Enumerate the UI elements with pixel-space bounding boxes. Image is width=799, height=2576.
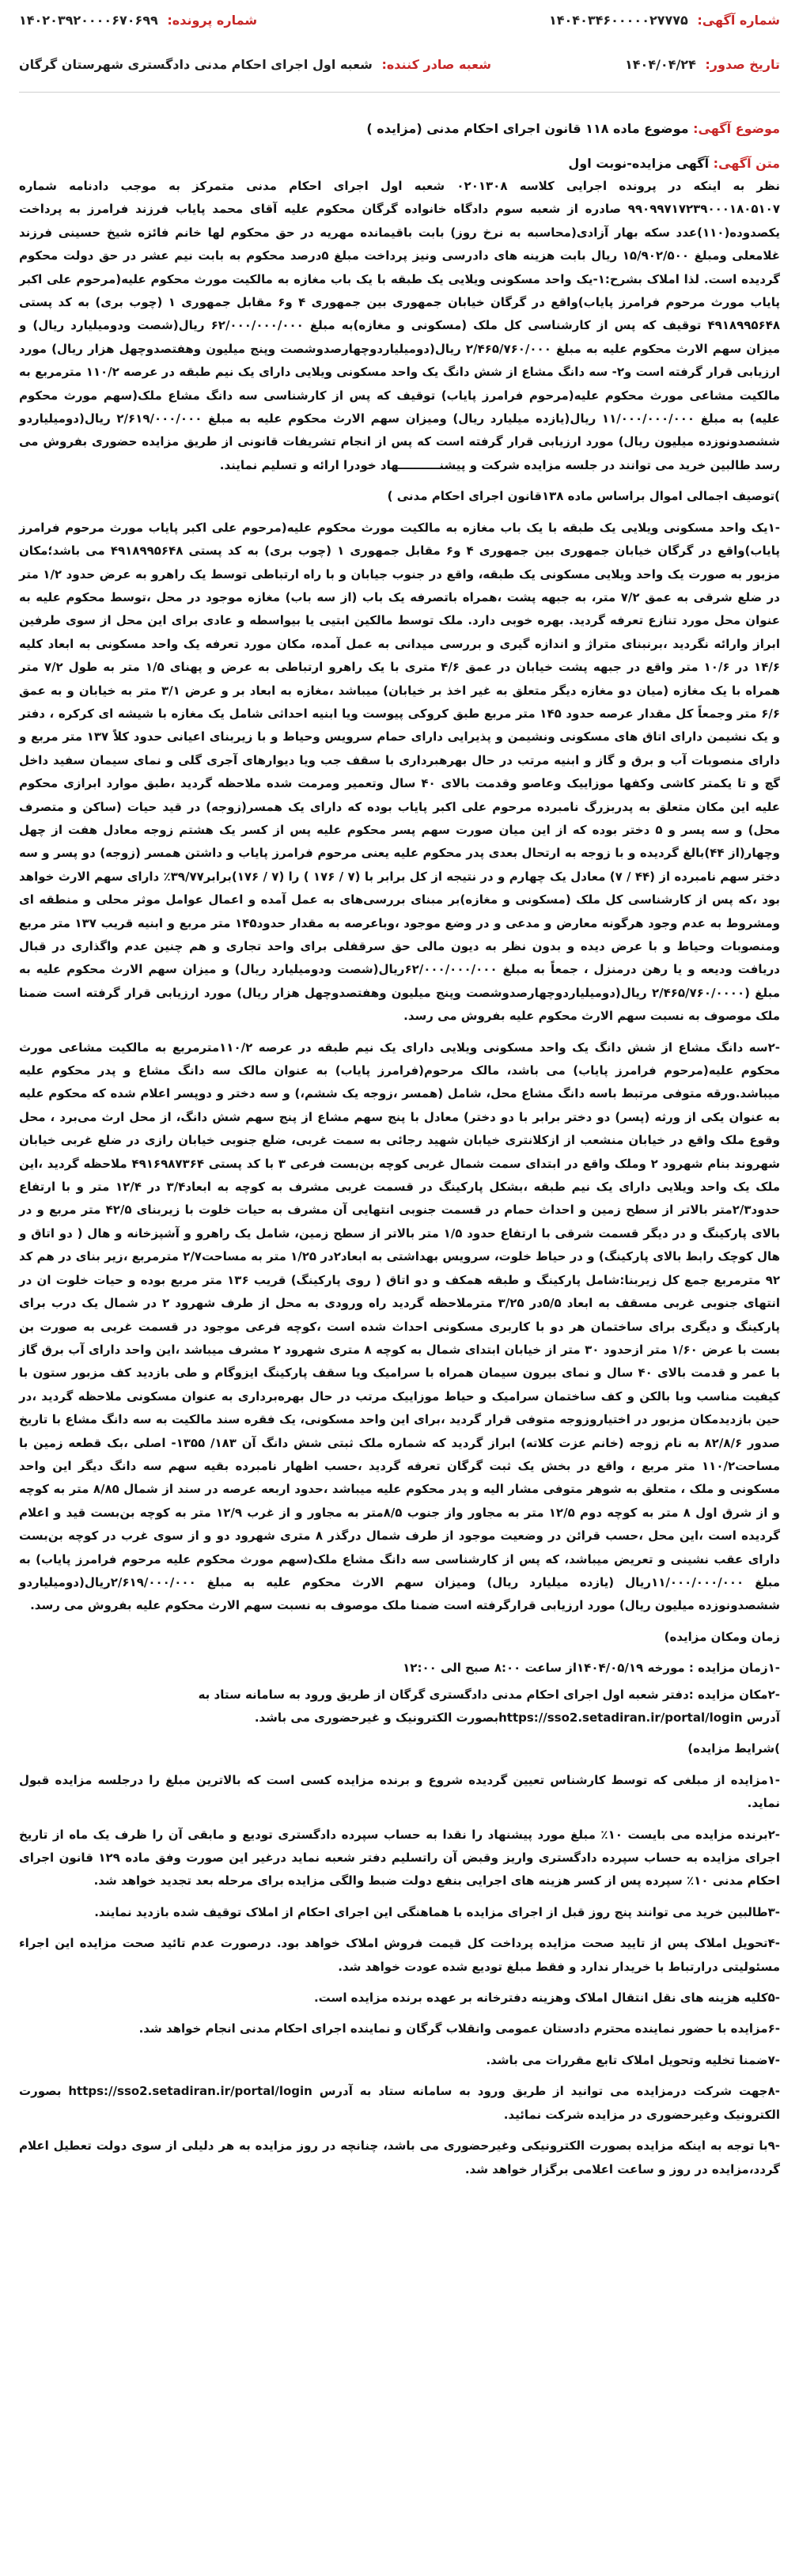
notice-subject [19, 118, 780, 140]
issuer-value: شعبه اول اجرای احکام مدنی دادگستری شهرستان گرگان [19, 57, 373, 72]
case-number-value: ۱۴۰۲۰۳۹۲۰۰۰۰۶۷۰۶۹۹ [19, 13, 158, 28]
case-number-label: شماره پرونده: [167, 13, 258, 28]
text-label: متن آگهی: [713, 156, 780, 171]
text-title: آگهی مزایده-نوبت اول [568, 156, 710, 171]
condition-1: -۱مزایده از مبلغی که توسط کارشناس تعیین گردیده شروع و برنده مزایده کسی است که بالاترین مبلغ را درجلسه مزایده قبول نماید. [19, 1772, 780, 1811]
condition-8 [19, 2080, 780, 2127]
ad-number-value: ۱۴۰۴۰۳۴۶۰۰۰۰۰۲۷۷۷۵ [549, 13, 688, 28]
condition-8-text: -۸جهت شرکت درمزایده می توانید از طریق ورود به سامانه ستاد به آدرس [319, 2084, 780, 2099]
ad-number-label: شماره آگهی: [697, 13, 780, 28]
issuer-label: شعبه صادر کننده: [381, 57, 491, 72]
intro-paragraph: نظر به اینکه در پرونده اجرایی کلاسه ۰۲۰۱۳۰۸ شعبه اول اجرای احکام مدنی متمرکز به موجب دادنامه شماره ۹۹۰۹۹۷۱۷۲۳۹۰۰۰۱۸۰۵۱۰۷ صادره از شعبه سوم دادگاه خانواده گرگان محکوم علیه آقای محمد پایاب فرزند فرامرز به پرداخت یکصدوده(۱۱۰)عدد سکه بهار آزادی(محاسبه به نرخ روز) بابت باقیمانده مهریه در حق محکوم لها خانم فائزه شیخ حسینی فرزند غلامعلی ومبلغ ۱۵/۹۰۲/۵۰۰ ریال بابت هزینه های دادرسی ونیز پرداخت مبلغ ۵درصد محکوم به بابت نیم عشر در حق دولت محکوم گردیده است. لذا املاک بشرح:۱-یک واحد مسکونی ویلایی یک طبقه با یک باب مغازه به مالکیت مورث محکوم علیه(مرحوم علی اکبر پایاب مورث مرحوم فرامرز پایاب)واقع در گرگان خیابان جمهوری بین جمهوری ۴ و۶ مقابل جمهوری ۱ (چوب بری) به کد پستی ۴۹۱۸۹۹۵۶۴۸ توقیف که پس از کارشناسی کل ملک (مسکونی و مغازه)به مبلغ ۶۲/۰۰۰/۰۰۰/۰۰۰ ریال(شصت ودومیلیارد ریال) و میزان سهم الارث محکوم علیه به مبلغ ۲/۴۶۵/۷۶۰/۰۰۰ ریال(دومیلیاردوچهارصدوشصت وپنج میلیون وهفتصدوچهل هزار ریال) مورد ارزیابی قرار گرفته است و۲- سه دانگ مشاع از شش دانگ یک واحد مسکونی ویلایی دارای یک نیم طبقه در عرصه ۱۱۰/۲ مترمربع به مالکیت مشاعی مورث محکوم علیه(مرحوم فرامرز پایاب) توقیف که پس از کارشناسی سه دانگ مشاع ملک(سهم مورث محکوم علیه) به مبلغ ۱۱/۰۰۰/۰۰۰/۰۰۰ ریال(یازده میلیارد ریال) ومیزان سهم الارث محکوم علیه به مبلغ ۲/۶۱۹/۰۰۰/۰۰۰ ریال(دومیلیاردو ششصدونوزده میلیون ریال) مورد ارزیابی قرار گرفته است که پس از انجام تشریفات قانونی از طریق مزایده حضوری بفروش می رسد طالبین خرید می توانند در جلسه مزایده شرکت و پیشنــــــــــهاد خودرا ارائه و تسلیم نمایند. [19, 179, 781, 472]
case-number [19, 13, 257, 28]
condition-8-url: https://sso2.setadiran.ir/portal/login [68, 2084, 312, 2099]
issuer [19, 57, 491, 72]
subject-label: موضوع آگهی: [693, 121, 780, 136]
time-place-heading: زمان ومکان مزایده) [664, 1629, 780, 1644]
condition-4: -۴تحویل املاک پس از تایید صحت مزایده پرداخت کل قیمت فروش املاک خواهد بود. درصورت عدم تائید صحت مزایده این اجراء مسئولیتی درارتباط با خریدار ندارد و فقط مبلغ تودیع شده عودت خواهد شد. [19, 1936, 780, 1974]
notice-header [19, 8, 780, 93]
condition-7: -۷ضمنا تخلیه وتحویل املاک تابع مقررات می باشد. [486, 2052, 780, 2067]
auction-time: -۱زمان مزایده : مورخه ۱۴۰۴/۰۵/۱۹از ساعت ۸:۰۰ صبح الی ۱۲:۰۰ [403, 1661, 780, 1676]
notice-text-label [19, 153, 780, 175]
condition-2: -۲برنده مزایده می بایست ۱۰٪ مبلغ مورد پیشنهاد را نقدا به حساب سپرده دادگستری تودیع و مابقی آن را ظرف یک ماه از تاریخ اجرای مزایده به حساب سپرده دادگستری واریز وقبض آن راتسلیم دفتر شعبه نماید درغیر این صورت وفق ماده ۱۲۹ قانون اجرای احکام مدنی ۱۰٪ سپرده پس از کسر هزینه های اجرایی بنفع دولت ضبط والگی مزایده برای مرحله بعد تجدید خواهد شد. [19, 1827, 781, 1888]
auction-place [19, 1684, 780, 1730]
conditions-heading: )شرایط مزایده) [687, 1741, 780, 1756]
auction-place-url: https://sso2.setadiran.ir/portal/login [498, 1710, 743, 1725]
issue-date-label: تاریخ صدور: [705, 57, 780, 72]
issue-date-value: ۱۴۰۴/۰۴/۲۴ [625, 57, 696, 72]
condition-3: -۳طالبین خرید می توانند پنج روز قبل از اجرای مزایده با هماهنگی این اجرای احکام از املاک توقیف شده بازدید نمایند. [94, 1904, 780, 1919]
issue-date [625, 57, 780, 72]
condition-9: -۹با توجه به اینکه مزایده بصورت الکترونیکی وغیرحضوری می باشد، چنانچه در روز مزایده به هر دلیلی از سوی دولت تعطیل اعلام گردد،مزایده در روز و ساعت اعلامی برگزار خواهد شد. [19, 2138, 780, 2176]
property-2-description: -۲سه دانگ مشاع از شش دانگ یک واحد مسکونی ویلایی دارای یک نیم طبقه در عرصه ۱۱۰/۲مترمربع به مالکیت مشاعی مورث محکوم علیه(مرحوم فرامرز پایاب) می باشد، مالک مرحوم(فرامرز پایاب) به عنوان مالک سه دانگ مشاع و پدر محکوم علیه میباشد.ورقه متوفی مرتبط باسه دانگ مشاع محل، شامل (همسر ،زوجه یک ششم،) و سه دختر و دوپسر اعلام شده که محکوم علیه به عنوان یکی از ورثه (پسر) دو دختر برابر با دو دختر) معادل با پنج سهم مشاع از پنج سهم شش دانگ، از محل ارث می‌برد ، محل وقوع ملک واقع در خیابان منشعب از ازکلانتری خیابان شهید رجائی به سمت غربی، ضلع جنوبی خیابان رازی در ضلع غربی خیابان شهروند بنام شهرود ۲ وملک واقع در ابتدای سمت شمال غربی کوچه بن‌بست فرعی ۳ با کد پستی ۴۹۱۶۹۸۷۳۶۴ ملاحظه گردید ،این ملک یک واحد ویلایی دارای یک نیم طبقه ،بشکل پارکینگ در قسمت غربی مشرف به کوچه به ابعاد۳/۴ در ۱۲/۴ متر و با ارتفاع حدود۲/۳متر بالاتر از سطح زمین و احداث حمام در قسمت جنوبی انتهایی آن مشرف به حیات خلوت با زیربنای ۴۲/۵ متر مربع و در بالای پارکینگ و در دیگر قسمت شرقی با ارتفاع حدود ۱/۵ متر بالاتر از سطح زمین، شامل یک راهرو و آشپزخانه و هال ( دو اتاق و هال کوچک رابط بالای پارکینگ) و در حیاط خلوت، سرویس بهداشتی به ابعاد۲در ۱/۲۵ متر به مساحت۲/۷ مترمربع ،زیر بنای در هم کد ۹۲ مترمربع جمع کل زیربنا:شامل پارکینگ و طبقه همکف و دو اتاق ( روی پارکینگ) قریب ۱۳۶ متر مربع بوده و حیات خلوت ان در انتهای جنوبی غربی مسقف به ابعاد ۵/۵در ۳/۲۵ مترملاحظه گردید راه ورودی به محل از طرف شهرود ۲ در شمال یک درب برای پارکینگ و دیگری برای ساختمان هر دو با کاربری مسکونی احداث شده است ،کوچه فرعی موجود در قسمت غربی به صورت بن بست با عرض ۱/۶۰ متر ازحدود ۳۰ متر از خیابان ابتدای شمال به کوچه ۸ متری شهرود ۲ مشرف میباشد ،این واحد دارای آب برق گاز با عمر و قدمت بالای ۴۰ سال و نمای بیرون سیمان همراه با سرامیک ویا سقف پارکینگ ایزوگام و طی بازدید کف مزبور ستون با کیفیت مناسب وبا بالکن و کف ساختمان سرامیک و حیاط موزاییک مرتب در حال بهره‌برداری به عنوان مسکونی ملاحظه گردید ،در حین بازدیدمکان مزبور در اختیاروزوجه متوفی قرار گردید ،برای این واحد مسکونی، یک فقره سند مالکیت به سه دانگ مشاع با تاریخ صدور ۸۲/۸/۶ به نام زوجه (خانم عزت کلاته) ابراز گردید که شماره ملک ثبتی شش دانگ آن ۱۸۳/ ۱۳۵۵- اصلی ،بک قطعه زمین با مساحت۱۱۰/۲ متر مربع ، واقع در بخش یک ثبت گرگان تعرفه گردید ،حسب اظهار نامبرده بقیه سهم سه دانگ دیگر این واحد مسکونی و ملک ، متعلق به شوهر متوفی مشار الیه و پدر محکوم علیه میباشد ،حدود اربعه عرصه در سند از شمال ۸/۸۵ متر به کوچه و از شرق اول ۸ متر به کوچه دوم ۱۲/۵ متر به مجاور واز جنوب ۸/۵متر به مجاور و از غرب ۱۲/۹ متر به کوچه بن‌بست قید و اعلام گردیده است ،این محل ،حسب قرائن در وضعیت موجود از طرف شمال درگذر ۸ متری شهرود دو و از سوی غرب در کوچه بن‌بست دارای عقب نشینی و تعریض میباشد، که پس از کارشناسی سه دانگ مشاع ملک(سهم مورث محکوم علیه مرحوم فرامرز پایاب) به مبلغ ۱۱/۰۰۰/۰۰۰/۰۰۰ریال (یازده میلیارد ریال) ومیزان سهم الارث محکوم علیه به مبلغ ۲/۶۱۹/۰۰۰/۰۰۰ریال(دومیلیاردو ششصدونوزده میلیون ریال) مورد ارزیابی قرارگرفته است ضمنا ملک موصوف به نسبت سهم الارث محکوم علیه بفروش می رسد. [19, 1040, 781, 1613]
auction-place-text: -۲مکان مزایده :دفتر شعبه اول اجرای احکام مدنی دادگستری گرگان از طریق ورود به سامانه ستاد به [198, 1687, 780, 1702]
property-1-description: -۱یک واحد مسکونی ویلایی یک طبقه با یک باب مغازه به مالکیت مورث محکوم علیه(مرحوم علی اکبر پایاب مورث مرحوم فرامرز پایاب)واقع در گرگان خیابان جمهوری بین جمهوری ۴ و۶ مقابل جمهوری ۱ (چوب بری) به کد پستی ۴۹۱۸۹۹۵۶۴۸ می باشد؛مکان مزبور به صورت یک واحد ویلایی مسکونی یک طبقه، واقع در جنوب جیابان و با راه ارتباطی توسط یک راهرو به عرض حدود ۱/۲ متر در ضلع شرقی به عمق ۷/۲ متر، به جبهه پشت ،همراه باتصرفه یک باب (از سه باب) مغازه موجود در محل ،توسط محکوم علیه به عنوان محل مورد تنازع تعرفه گردید. بهره خوبی دارد. ملک توسط مالکین ابتیی یا بیواسطه و عادی برای این محل از سوی طرفین ابراز وارائه نگردید ،برنبنای متراژ و اندازه گیری و بررسی میدانی به عمل آمده، مکان مورد تعرفه یک واحد مسکونی به ابعاد کلیه ۱۴/۶ در ۱۰/۶ متر واقع در جبهه پشت خیابان در عمق ۴/۶ متری با یک راهرو ارتباطی به عرض و پهنای ۱/۵ متر به طول ۷/۲ متر همراه با یک مغازه (میان دو مغازه دیگر متعلق به غیر اخذ بر خیابان) میباشد ،مغازه به ابعاد بر و عرض ۳/۱ متر به خیابان و به عمق ۶/۶ متر وجمعاً کل مقدار عرصه حدود ۱۴۵ متر مربع طبق کروکی پیوست ویا ابنیه احداثی شامل یک مغازه با شیشه ای کرکره ، دفتر و یک نشیمن دارای اتاق های مسکونی ونشیمن و پذیرایی دارای حمام سرویس وحیاط و با زیربنای اعیانی حدود کلاً ۱۳۷ متر مربع و دارای منصوبات آب و برق و گاز و ابنیه مرتب در حال بهرهبرداری با سقف جب ویا دیوارهای آجری گلی و نمای سیمان سفید داخل گچ و تا یکمتر کاشی وکفها موزاییک وعاصو وقدمت بالای ۴۰ سال وتعمیر ومرمت شده ملاحظه گردید ،طبق موارد ابرازی محکوم علیه این مکان متعلق به پدربزرگ نامبرده مرحوم علی اکبر پایاب بوده که دارای یک همسر(زوجه) در قید حیات (ساکن و متصرف محل) و سه پسر و ۵ دختر بوده که از این میان صورت سهم پسر محکوم علیه پس از کسر یک هشتم زوجه معادل هفت از چهل وچهار(از ۴۴)بالغ گردیده و با زوجه به ارتحال بعدی پدر محکوم علیه یعنی مرحوم فرامرز پایاب و داشتن همسر (زوجه) دو پسر و سه دختر سهم نامبرده از (۴۴ / ۷) معادل یک چهارم و در نتیجه از کل برابر با (۷ / ۱۷۶ ) را (۷ / ۱۷۶)برابر۳۹/۷۷٪ دارای سهم الارث خواهد بود ،که پس از کارشناسی کل ملک (مسکونی و مغازه)بر مبنای بررسی‌های به عمل آمده و اعمال عوامل موثر محلی و منطقه ای ومشروط به عدم وجود هرگونه معارض و مدعی و در وضع موجود ،وباعرصه به مقدار حدود۱۴۵ متر مربع و ابنیه قریب ۱۳۷ متر مربع ومنصوبات وحیاط و با عرض دیده و بدون نظر به دیون مالی حق سرقفلی برای واحد تجاری و هم چنین عدم واگذاری در قبال دریافت ودیعه و یا رهن درمنزل ، جمعاً به مبلغ ۶۲/۰۰۰/۰۰۰/۰۰۰ریال(شصت ودومیلیارد ریال) و میزان سهم الارث محکوم علیه به مبلغ (۲/۴۶۵/۷۶۰/۰۰۰۰ ریال(دومیلیاردوچهارصدوشصت وپنج میلیون وهفتصدوچهل هزار ریال) مورد ارزیابی قرار گرفته است ضمنا ملک موصوف به نسبت سهم الارث محکوم علیه بفروش می رسد. [19, 520, 781, 1024]
notice-body [19, 175, 780, 2181]
condition-8-suffix: بصورت الکترونیک وغیرحضوری در مزایده شرکت نمائید. [19, 2084, 780, 2122]
auction-place-suffix: بصورت الکترونیک و غیرحضوری می باشد. [254, 1710, 499, 1725]
auction-place-address-label: آدرس [746, 1710, 780, 1725]
subject-value: موضوع ماده ۱۱۸ قانون اجرای احکام مدنی (مزایده ) [366, 121, 689, 136]
condition-5: -۵کلیه هزینه های نقل انتقال املاک وهزینه دفترخانه بر عهده برنده مزایده است. [313, 1991, 780, 2006]
condition-6: -۶مزایده با حضور نماینده محترم دادستان عمومی وانقلاب گرگان و نماینده اجرای احکام مدنی انجام خواهد شد. [138, 2021, 780, 2036]
ad-number [549, 13, 780, 28]
description-heading: )توصیف اجمالی اموال براساس ماده ۱۳۸قانون اجرای احکام مدنی ) [387, 489, 780, 504]
